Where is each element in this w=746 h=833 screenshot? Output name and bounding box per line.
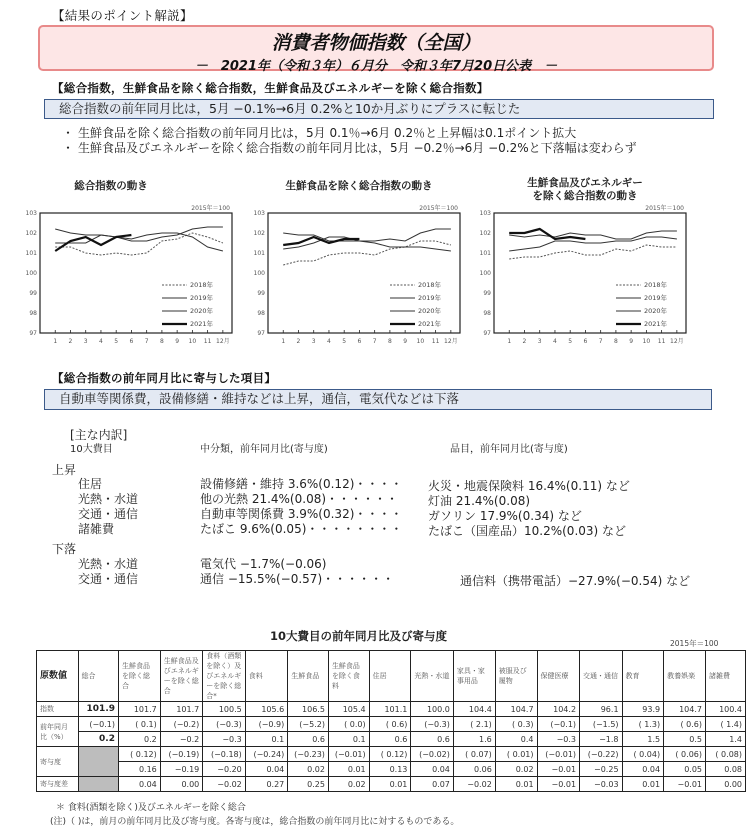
- table-corner: 原数値: [37, 651, 79, 702]
- legend-label: 2021年: [644, 320, 668, 328]
- y-tick-label: 103: [479, 210, 491, 217]
- y-tick-label: 99: [257, 290, 265, 297]
- legend-label: 2021年: [418, 320, 442, 328]
- table-cell: ( 0.06): [664, 747, 706, 762]
- table-cell: −0.03: [580, 777, 623, 792]
- x-tick-label: 7: [598, 338, 603, 345]
- y-tick-label: 102: [25, 230, 37, 237]
- table-cell: ( 2.1): [453, 717, 495, 732]
- footnote-note: (注)（ )は，前月の前年同月比及び寄与度。各寄与度は，総合指数の前年同月比に対するものである。: [50, 817, 460, 827]
- table-column-header: 被服及び履物: [495, 651, 537, 702]
- x-tick-label: 12月: [670, 338, 684, 345]
- title-box: [38, 25, 714, 74]
- x-tick-label: 1: [53, 338, 58, 345]
- x-tick-label: 2: [522, 338, 527, 345]
- x-tick-label: 3: [83, 338, 88, 345]
- breakdown-item: 火災・地震保険料 16.4%(0.11) など: [428, 479, 630, 493]
- table-cell: ( 1.4): [706, 717, 746, 732]
- y-tick-label: 98: [483, 310, 491, 317]
- table-cell-empty: [78, 747, 118, 777]
- y-tick-label: 100: [479, 270, 491, 277]
- table-cell: 0.5: [664, 732, 706, 747]
- cpi-table: [36, 650, 746, 792]
- table-column-header: 食料: [245, 651, 288, 702]
- table-cell: 0.08: [706, 762, 746, 777]
- section2-label: 【総合指数の前年同月比に寄与した項目】: [52, 371, 277, 385]
- table-column-header: 生鮮食品を除く総合: [119, 651, 161, 702]
- x-tick-label: 5: [568, 338, 573, 345]
- chart-core: [250, 180, 478, 353]
- legend-label: 2019年: [418, 294, 442, 302]
- x-tick-label: 6: [583, 338, 588, 345]
- table-cell: 0.02: [328, 777, 369, 792]
- table-cell: (−1.5): [580, 717, 623, 732]
- table-cell: 0.00: [160, 777, 203, 792]
- x-tick-label: 12月: [444, 338, 458, 345]
- row-label: 指数: [37, 702, 79, 717]
- table-cell: 0.6: [369, 732, 411, 747]
- table-cell: (−5.2): [288, 717, 329, 732]
- table-column-header: 食料（酒類を除く）及びエネルギーを除く総合*: [203, 651, 246, 702]
- y-tick-label: 98: [29, 310, 37, 317]
- y-tick-label: 102: [253, 230, 265, 237]
- bullet-mark: ・: [62, 126, 75, 140]
- x-tick-label: 2: [68, 338, 73, 345]
- table-cell: 1.5: [622, 732, 664, 747]
- table-cell: (−0.2): [160, 717, 203, 732]
- x-tick-label: 5: [114, 338, 119, 345]
- table-cell: 0.2: [119, 732, 161, 747]
- legend-label: 2019年: [190, 294, 214, 302]
- table-cell: 101.1: [369, 702, 411, 717]
- table-cell: 93.9: [622, 702, 664, 717]
- breakdown-item: ガソリン 17.9%(0.34) など: [428, 509, 582, 523]
- legend-label: 2018年: [644, 281, 668, 289]
- x-tick-label: 7: [372, 338, 377, 345]
- table-cell: 0.07: [411, 777, 454, 792]
- table-cell: 105.4: [328, 702, 369, 717]
- table-cell: (−0.23): [288, 747, 329, 762]
- table-cell: (−0.3): [411, 717, 454, 732]
- table-cell: 106.5: [288, 702, 329, 717]
- section1-summary: 総合指数の前年同月比は，5月 −0.1%→6月 0.2%と10か月ぶりにプラスに転じた: [44, 99, 714, 119]
- series-line-2018年: [509, 245, 677, 259]
- table-title: 10大費目の前年同月比及び寄与度: [270, 629, 448, 643]
- table-column-header: 住居: [369, 651, 411, 702]
- y-tick-label: 100: [253, 270, 265, 277]
- x-tick-label: 2: [296, 338, 301, 345]
- table-cell: ( 0.08): [706, 747, 746, 762]
- table-column-header: 生鮮食品を除く食料: [328, 651, 369, 702]
- table-cell: 0.01: [495, 777, 537, 792]
- page-title: 消費者物価指数（全国）: [271, 32, 481, 54]
- table-cell: 100.4: [706, 702, 746, 717]
- x-tick-label: 3: [537, 338, 542, 345]
- y-tick-label: 101: [25, 250, 37, 257]
- x-tick-label: 11: [431, 338, 440, 345]
- table-column-header: 生鮮食品: [288, 651, 329, 702]
- rise-label: 上昇: [52, 463, 77, 477]
- table-cell: 104.2: [537, 702, 580, 717]
- x-tick-label: 11: [203, 338, 212, 345]
- x-tick-label: 1: [507, 338, 512, 345]
- table-cell: 1.6: [453, 732, 495, 747]
- table-cell: −0.01: [664, 777, 706, 792]
- breakdown-col-item: 品目，前年同月比(寄与度): [450, 444, 568, 455]
- table-cell: (−0.01): [537, 747, 580, 762]
- x-tick-label: 4: [553, 338, 557, 345]
- section2-summary: 自動車等関係費，設備修繕・維持などは上昇，通信，電気代などは下落: [44, 389, 712, 410]
- legend-label: 2018年: [190, 281, 214, 289]
- table-cell: 0.02: [288, 762, 329, 777]
- table-cell: (−0.01): [328, 747, 369, 762]
- table-cell: 0.04: [411, 762, 454, 777]
- table-cell: 0.00: [706, 777, 746, 792]
- table-cell: −0.3: [537, 732, 580, 747]
- x-tick-label: 10: [642, 338, 651, 345]
- table-row: [37, 762, 746, 777]
- y-tick-label: 100: [25, 270, 37, 277]
- breakdown-mid: 自動車等関係費 3.9%(0.32)・・・・: [200, 507, 403, 521]
- x-tick-label: 9: [629, 338, 634, 345]
- breakdown-item: たばこ（国産品）10.2%(0.03) など: [428, 524, 627, 538]
- section1-label: 【総合指数，生鮮食品を除く総合指数，生鮮食品及びエネルギーを除く総合指数】: [52, 81, 489, 95]
- plot-frame: [40, 213, 232, 333]
- table-row: [37, 747, 746, 762]
- table-cell: 0.4: [495, 732, 537, 747]
- y-tick-label: 97: [257, 330, 265, 337]
- table-cell: 0.1: [245, 732, 288, 747]
- chart-title: 生鮮食品及びエネルギー を除く総合指数の動き: [527, 177, 643, 202]
- y-tick-label: 103: [25, 210, 37, 217]
- bullet-item: [62, 126, 712, 141]
- series-line-2021年: [55, 235, 131, 251]
- table-cell: 0.05: [664, 762, 706, 777]
- breakdown-mid: 他の光熱 21.4%(0.08)・・・・・・: [200, 492, 399, 506]
- table-cell: 96.1: [580, 702, 623, 717]
- table-column-header: 光熱・水道: [411, 651, 454, 702]
- table-row: [37, 732, 746, 747]
- breakdown-cat: 交通・通信: [78, 572, 139, 586]
- table-cell: 101.9: [78, 702, 118, 717]
- chart-base-note: 2015年＝100: [191, 205, 230, 212]
- breakdown-cat: 住居: [78, 477, 103, 491]
- table-cell: ( 0.01): [495, 747, 537, 762]
- row-label: 寄与度差: [37, 777, 79, 792]
- fall-label: 下落: [52, 542, 77, 556]
- y-tick-label: 98: [257, 310, 265, 317]
- row-label: 前年同月比（%）: [37, 717, 79, 747]
- table-column-header: 教育: [622, 651, 664, 702]
- x-tick-label: 6: [357, 338, 362, 345]
- table-cell: (−0.1): [78, 717, 118, 732]
- table-cell: 0.6: [411, 732, 454, 747]
- table-cell: (−0.1): [537, 717, 580, 732]
- table-cell: 0.2: [78, 732, 118, 747]
- legend-label: 2021年: [190, 320, 214, 328]
- table-cell: −0.25: [580, 762, 623, 777]
- table-cell: 0.13: [369, 762, 411, 777]
- legend-label: 2020年: [418, 307, 442, 315]
- table-cell: 104.7: [495, 702, 537, 717]
- chart-title: 生鮮食品を除く総合指数の動き: [285, 180, 433, 192]
- chart-title: 総合指数の動き: [74, 180, 148, 192]
- x-tick-label: 8: [613, 338, 618, 345]
- bullet-mark: ・: [62, 140, 75, 155]
- x-tick-label: 4: [99, 338, 103, 345]
- breakdown-cat: 交通・通信: [78, 507, 139, 521]
- chart-svg: [250, 193, 478, 353]
- table-cell: 100.0: [411, 702, 454, 717]
- table-base-note: 2015年＝100: [670, 639, 719, 648]
- table-cell: (−0.22): [580, 747, 623, 762]
- table-cell: 105.6: [245, 702, 288, 717]
- table-cell: 0.27: [245, 777, 288, 792]
- table-cell: 0.06: [453, 762, 495, 777]
- page-subtitle: － 2021年（令和３年）６月分 令和３年7月20日公表 －: [194, 59, 558, 74]
- x-tick-label: 11: [657, 338, 666, 345]
- x-tick-label: 9: [175, 338, 180, 345]
- table-cell: (−0.9): [245, 717, 288, 732]
- table-cell: 104.7: [664, 702, 706, 717]
- y-tick-label: 102: [479, 230, 491, 237]
- y-tick-label: 99: [29, 290, 37, 297]
- breakdown-mid: 電気代 −1.7%(−0.06): [200, 557, 327, 571]
- table-column-header: 家具・家事用品: [453, 651, 495, 702]
- row-label: 寄与度: [37, 747, 79, 777]
- y-tick-label: 99: [483, 290, 491, 297]
- x-tick-label: 12月: [216, 338, 230, 345]
- breakdown-cat: 光熱・水道: [78, 557, 139, 571]
- series-line-2020年: [509, 231, 677, 239]
- table-cell: ( 0.0): [328, 717, 369, 732]
- table-row: [37, 702, 746, 717]
- legend-label: 2018年: [418, 281, 442, 289]
- breakdown-cat: 光熱・水道: [78, 492, 139, 506]
- table-cell: −0.01: [537, 777, 580, 792]
- y-tick-label: 101: [479, 250, 491, 257]
- table-cell: 0.01: [369, 777, 411, 792]
- bullet-text: 生鮮食品を除く総合指数の前年同月比は，5月 0.1％→6月 0.2％と上昇幅は0.1ポイント拡大: [78, 126, 577, 140]
- series-line-2020年: [283, 233, 451, 251]
- table-cell: ( 0.12): [369, 747, 411, 762]
- legend-label: 2020年: [190, 307, 214, 315]
- breakdown-mid: たばこ 9.6%(0.05)・・・・・・・・: [200, 522, 403, 536]
- table-cell: −0.02: [453, 777, 495, 792]
- chart-svg: [22, 193, 250, 353]
- breakdown-col-category: 10大費目: [70, 444, 113, 455]
- chart-base-note: 2015年＝100: [645, 205, 684, 212]
- plot-frame: [268, 213, 460, 333]
- table-cell: ( 0.04): [622, 747, 664, 762]
- table-cell: −1.8: [580, 732, 623, 747]
- y-tick-label: 97: [483, 330, 491, 337]
- table-cell: 1.4: [706, 732, 746, 747]
- chart-core-core: [476, 177, 704, 353]
- breakdown-mid: 通信 −15.5%(−0.57)・・・・・・: [200, 572, 395, 586]
- section1-bullets: [62, 126, 712, 155]
- table-cell: 0.01: [328, 762, 369, 777]
- table-cell: ( 0.1): [119, 717, 161, 732]
- series-line-2019年: [509, 237, 677, 251]
- table-cell: ( 0.6): [369, 717, 411, 732]
- table-cell: 0.6: [288, 732, 329, 747]
- x-tick-label: 10: [188, 338, 197, 345]
- x-tick-label: 4: [327, 338, 331, 345]
- table-cell: −0.02: [203, 777, 246, 792]
- series-line-2020年: [55, 229, 223, 251]
- table-cell: −0.01: [537, 762, 580, 777]
- table-cell: (−0.18): [203, 747, 246, 762]
- chart-total: [22, 180, 250, 353]
- breakdown-col-mid: 中分類，前年同月比(寄与度): [200, 444, 328, 455]
- table-cell: −0.2: [160, 732, 203, 747]
- x-tick-label: 8: [387, 338, 392, 345]
- breakdown-cat: 諸雑費: [78, 522, 115, 536]
- y-tick-label: 101: [253, 250, 265, 257]
- bullet-text: 生鮮食品及びエネルギーを除く総合指数の前年同月比は，5月 −0.2％→6月 −0.2%と下落幅は変わらず: [78, 140, 637, 155]
- table-cell: −0.19: [160, 762, 203, 777]
- x-tick-label: 7: [144, 338, 149, 345]
- x-tick-label: 1: [281, 338, 286, 345]
- y-tick-label: 97: [29, 330, 37, 337]
- table-cell: 0.04: [622, 762, 664, 777]
- table-column-header: 諸雑費: [706, 651, 746, 702]
- breakdown-mid: 設備修繕・維持 3.6%(0.12)・・・・: [200, 477, 403, 491]
- x-tick-label: 5: [342, 338, 347, 345]
- breakdown-title: [主な内訳]: [70, 428, 128, 442]
- table-cell: −0.20: [203, 762, 246, 777]
- table-cell: 0.25: [288, 777, 329, 792]
- table-cell: ( 0.6): [664, 717, 706, 732]
- table-cell: 0.04: [245, 762, 288, 777]
- chart-svg: [476, 193, 704, 353]
- table-header-row: [37, 651, 746, 702]
- table-cell: ( 1.3): [622, 717, 664, 732]
- table-cell: 0.1: [328, 732, 369, 747]
- table-cell: 104.4: [453, 702, 495, 717]
- table-cell: 100.5: [203, 702, 246, 717]
- breakdown-item: 灯油 21.4%(0.08): [428, 494, 531, 508]
- table-column-header: 生鮮食品及びエネルギーを除く総合: [160, 651, 203, 702]
- bullet-item: [62, 141, 712, 156]
- breakdown-item: 通信料（携帯電話）−27.9%(−0.54) など: [460, 574, 691, 588]
- legend-label: 2020年: [644, 307, 668, 315]
- table-cell: 0.04: [119, 777, 161, 792]
- x-tick-label: 10: [416, 338, 425, 345]
- x-tick-label: 9: [403, 338, 408, 345]
- table-row: [37, 777, 746, 792]
- chart-base-note: 2015年＝100: [419, 205, 458, 212]
- table-cell: (−0.02): [411, 747, 454, 762]
- table-cell-empty: [78, 777, 118, 792]
- table-column-header: 保健医療: [537, 651, 580, 702]
- legend-label: 2019年: [644, 294, 668, 302]
- table-cell: −0.3: [203, 732, 246, 747]
- table-column-header: 教養娯楽: [664, 651, 706, 702]
- x-tick-label: 3: [311, 338, 316, 345]
- table-cell: 0.02: [495, 762, 537, 777]
- x-tick-label: 8: [159, 338, 164, 345]
- table-cell: ( 0.12): [119, 747, 161, 762]
- table-cell: (−0.24): [245, 747, 288, 762]
- table-cell: ( 0.07): [453, 747, 495, 762]
- series-line-2018年: [55, 233, 223, 255]
- table-cell: ( 0.3): [495, 717, 537, 732]
- section-label-points: 【結果のポイント解説】: [52, 8, 193, 23]
- table-cell: (−0.3): [203, 717, 246, 732]
- x-tick-label: 6: [129, 338, 134, 345]
- table-cell: 0.01: [622, 777, 664, 792]
- table-row: [37, 717, 746, 732]
- table-column-header: 総合: [78, 651, 118, 702]
- table-cell: (−0.19): [160, 747, 203, 762]
- table-cell: 101.7: [160, 702, 203, 717]
- y-tick-label: 103: [253, 210, 265, 217]
- table-column-header: 交通・通信: [580, 651, 623, 702]
- table-cell: 101.7: [119, 702, 161, 717]
- table-cell: 0.16: [119, 762, 161, 777]
- plot-frame: [494, 213, 686, 333]
- footnote-asterisk: ＊ 食料(酒類を除く)及びエネルギーを除く総合: [56, 803, 246, 813]
